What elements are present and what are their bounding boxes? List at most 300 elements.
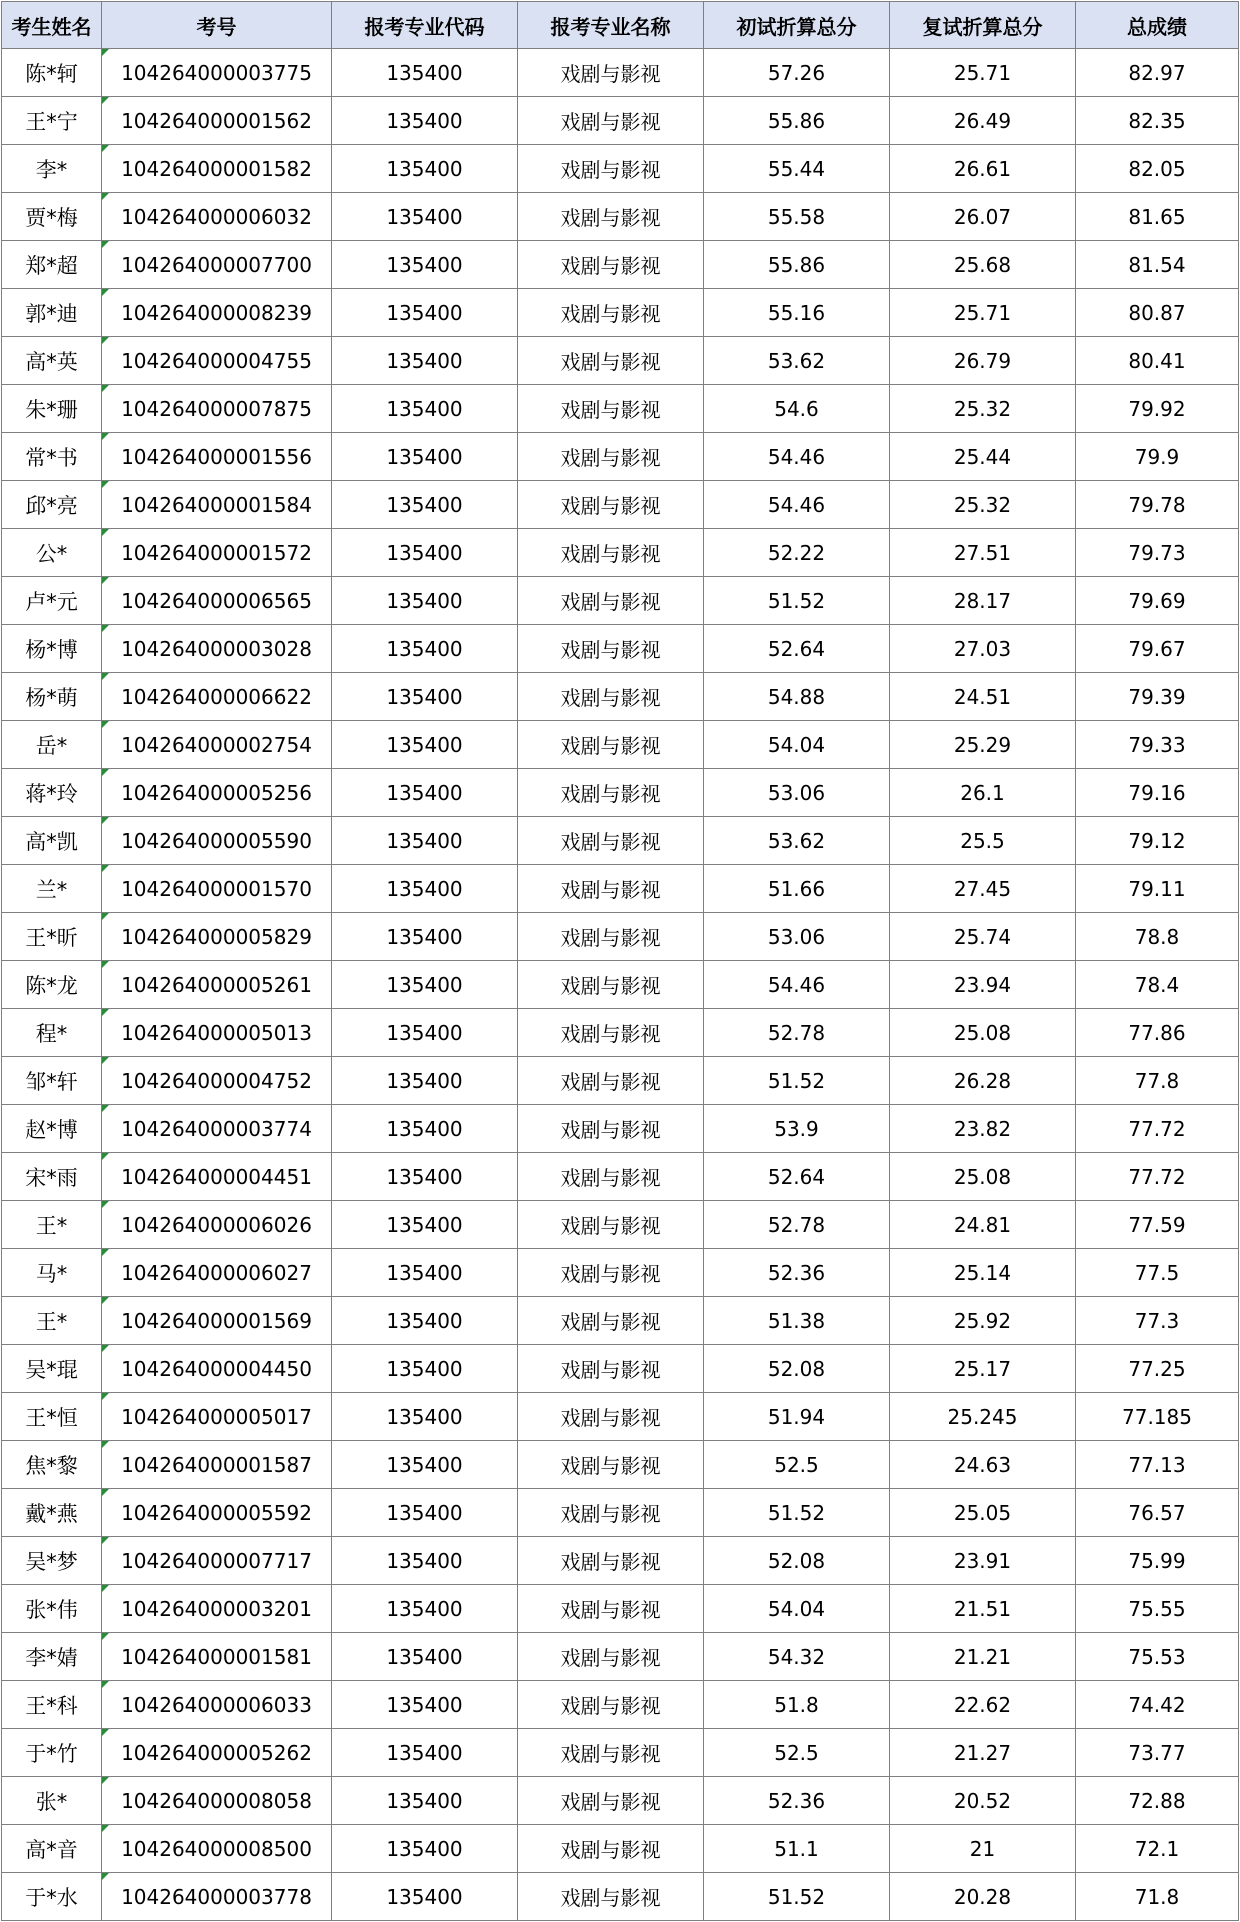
major-name-cell[interactable]: 戏剧与影视 <box>518 1585 704 1633</box>
major-code-cell[interactable]: 135400 <box>332 1297 518 1345</box>
candidate-name-cell[interactable]: 吴*梦 <box>2 1537 102 1585</box>
exam-number-cell[interactable]: 104264000005592 <box>102 1489 332 1537</box>
total-score-cell[interactable]: 77.8 <box>1076 1057 1239 1105</box>
major-name-cell[interactable]: 戏剧与影视 <box>518 1489 704 1537</box>
total-score-cell[interactable]: 73.77 <box>1076 1729 1239 1777</box>
table-row[interactable] <box>2 721 1239 769</box>
exam-number-cell[interactable]: 104264000005590 <box>102 817 332 865</box>
exam-number-cell[interactable]: 104264000008239 <box>102 289 332 337</box>
exam-number-cell[interactable]: 104264000005261 <box>102 961 332 1009</box>
major-name-cell[interactable]: 戏剧与影视 <box>518 1729 704 1777</box>
retest-score-cell[interactable]: 23.82 <box>890 1105 1076 1153</box>
table-row[interactable] <box>2 1393 1239 1441</box>
candidate-name-cell[interactable]: 高*英 <box>2 337 102 385</box>
table-row[interactable] <box>2 1681 1239 1729</box>
retest-score-cell[interactable]: 21.27 <box>890 1729 1076 1777</box>
retest-score-cell[interactable]: 25.245 <box>890 1393 1076 1441</box>
candidate-name-cell[interactable]: 于*水 <box>2 1873 102 1921</box>
major-name-cell[interactable]: 戏剧与影视 <box>518 1057 704 1105</box>
table-row[interactable] <box>2 193 1239 241</box>
total-score-cell[interactable]: 74.42 <box>1076 1681 1239 1729</box>
retest-score-cell[interactable]: 27.51 <box>890 529 1076 577</box>
major-code-cell[interactable]: 135400 <box>332 1633 518 1681</box>
major-code-cell[interactable]: 135400 <box>332 433 518 481</box>
candidate-name-cell[interactable]: 贾*梅 <box>2 193 102 241</box>
preliminary-score-cell[interactable]: 55.86 <box>704 97 890 145</box>
major-name-cell[interactable]: 戏剧与影视 <box>518 1633 704 1681</box>
preliminary-score-cell[interactable]: 54.04 <box>704 721 890 769</box>
header-preliminary-score[interactable]: 初试折算总分 <box>704 2 890 49</box>
candidate-name-cell[interactable]: 陈*龙 <box>2 961 102 1009</box>
preliminary-score-cell[interactable]: 55.16 <box>704 289 890 337</box>
major-name-cell[interactable]: 戏剧与影视 <box>518 625 704 673</box>
retest-score-cell[interactable]: 25.92 <box>890 1297 1076 1345</box>
preliminary-score-cell[interactable]: 51.8 <box>704 1681 890 1729</box>
retest-score-cell[interactable]: 25.32 <box>890 481 1076 529</box>
table-row[interactable] <box>2 1825 1239 1873</box>
preliminary-score-cell[interactable]: 52.36 <box>704 1249 890 1297</box>
preliminary-score-cell[interactable]: 52.08 <box>704 1537 890 1585</box>
retest-score-cell[interactable]: 25.08 <box>890 1009 1076 1057</box>
major-code-cell[interactable]: 135400 <box>332 1393 518 1441</box>
table-row[interactable] <box>2 1249 1239 1297</box>
table-row[interactable] <box>2 1489 1239 1537</box>
total-score-cell[interactable]: 77.3 <box>1076 1297 1239 1345</box>
table-row[interactable] <box>2 145 1239 193</box>
preliminary-score-cell[interactable]: 52.64 <box>704 625 890 673</box>
table-row[interactable] <box>2 1873 1239 1921</box>
major-code-cell[interactable]: 135400 <box>332 1057 518 1105</box>
major-code-cell[interactable]: 135400 <box>332 97 518 145</box>
total-score-cell[interactable]: 77.185 <box>1076 1393 1239 1441</box>
exam-number-cell[interactable]: 104264000005017 <box>102 1393 332 1441</box>
major-name-cell[interactable]: 戏剧与影视 <box>518 1009 704 1057</box>
total-score-cell[interactable]: 75.55 <box>1076 1585 1239 1633</box>
retest-score-cell[interactable]: 24.51 <box>890 673 1076 721</box>
exam-number-cell[interactable]: 104264000003028 <box>102 625 332 673</box>
retest-score-cell[interactable]: 26.79 <box>890 337 1076 385</box>
exam-number-cell[interactable]: 104264000001587 <box>102 1441 332 1489</box>
major-name-cell[interactable]: 戏剧与影视 <box>518 97 704 145</box>
major-name-cell[interactable]: 戏剧与影视 <box>518 241 704 289</box>
retest-score-cell[interactable]: 22.62 <box>890 1681 1076 1729</box>
exam-number-cell[interactable]: 104264000006622 <box>102 673 332 721</box>
preliminary-score-cell[interactable]: 53.62 <box>704 817 890 865</box>
preliminary-score-cell[interactable]: 54.88 <box>704 673 890 721</box>
header-total-score[interactable]: 总成绩 <box>1076 2 1239 49</box>
candidate-name-cell[interactable]: 杨*萌 <box>2 673 102 721</box>
major-name-cell[interactable]: 戏剧与影视 <box>518 193 704 241</box>
major-code-cell[interactable]: 135400 <box>332 193 518 241</box>
candidate-name-cell[interactable]: 兰* <box>2 865 102 913</box>
preliminary-score-cell[interactable]: 55.86 <box>704 241 890 289</box>
major-name-cell[interactable]: 戏剧与影视 <box>518 481 704 529</box>
exam-number-cell[interactable]: 104264000008058 <box>102 1777 332 1825</box>
header-major-name[interactable]: 报考专业名称 <box>518 2 704 49</box>
exam-number-cell[interactable]: 104264000006032 <box>102 193 332 241</box>
major-code-cell[interactable]: 135400 <box>332 1873 518 1921</box>
retest-score-cell[interactable]: 25.68 <box>890 241 1076 289</box>
major-code-cell[interactable]: 135400 <box>332 1345 518 1393</box>
table-row[interactable] <box>2 529 1239 577</box>
candidate-name-cell[interactable]: 于*竹 <box>2 1729 102 1777</box>
major-code-cell[interactable]: 135400 <box>332 289 518 337</box>
table-row[interactable] <box>2 1105 1239 1153</box>
major-code-cell[interactable]: 135400 <box>332 1249 518 1297</box>
preliminary-score-cell[interactable]: 51.1 <box>704 1825 890 1873</box>
total-score-cell[interactable]: 79.73 <box>1076 529 1239 577</box>
retest-score-cell[interactable]: 23.91 <box>890 1537 1076 1585</box>
major-code-cell[interactable]: 135400 <box>332 481 518 529</box>
retest-score-cell[interactable]: 25.32 <box>890 385 1076 433</box>
total-score-cell[interactable]: 77.5 <box>1076 1249 1239 1297</box>
exam-number-cell[interactable]: 104264000006565 <box>102 577 332 625</box>
major-code-cell[interactable]: 135400 <box>332 1585 518 1633</box>
candidate-name-cell[interactable]: 张*伟 <box>2 1585 102 1633</box>
table-row[interactable] <box>2 337 1239 385</box>
total-score-cell[interactable]: 79.69 <box>1076 577 1239 625</box>
candidate-name-cell[interactable]: 王*恒 <box>2 1393 102 1441</box>
retest-score-cell[interactable]: 23.94 <box>890 961 1076 1009</box>
total-score-cell[interactable]: 79.92 <box>1076 385 1239 433</box>
table-row[interactable] <box>2 865 1239 913</box>
major-code-cell[interactable]: 135400 <box>332 1681 518 1729</box>
major-code-cell[interactable]: 135400 <box>332 625 518 673</box>
total-score-cell[interactable]: 82.05 <box>1076 145 1239 193</box>
total-score-cell[interactable]: 79.67 <box>1076 625 1239 673</box>
total-score-cell[interactable]: 82.97 <box>1076 49 1239 97</box>
table-row[interactable] <box>2 961 1239 1009</box>
major-code-cell[interactable]: 135400 <box>332 961 518 1009</box>
major-name-cell[interactable]: 戏剧与影视 <box>518 1201 704 1249</box>
retest-score-cell[interactable]: 26.07 <box>890 193 1076 241</box>
candidate-name-cell[interactable]: 马* <box>2 1249 102 1297</box>
retest-score-cell[interactable]: 25.71 <box>890 289 1076 337</box>
table-row[interactable] <box>2 1345 1239 1393</box>
major-name-cell[interactable]: 戏剧与影视 <box>518 337 704 385</box>
preliminary-score-cell[interactable]: 51.52 <box>704 1489 890 1537</box>
retest-score-cell[interactable]: 25.71 <box>890 49 1076 97</box>
retest-score-cell[interactable]: 25.74 <box>890 913 1076 961</box>
retest-score-cell[interactable]: 27.45 <box>890 865 1076 913</box>
major-name-cell[interactable]: 戏剧与影视 <box>518 1345 704 1393</box>
total-score-cell[interactable]: 79.9 <box>1076 433 1239 481</box>
candidate-name-cell[interactable]: 邹*轩 <box>2 1057 102 1105</box>
major-code-cell[interactable]: 135400 <box>332 673 518 721</box>
table-row[interactable] <box>2 1201 1239 1249</box>
major-code-cell[interactable]: 135400 <box>332 865 518 913</box>
major-name-cell[interactable]: 戏剧与影视 <box>518 865 704 913</box>
exam-number-cell[interactable]: 104264000001584 <box>102 481 332 529</box>
major-code-cell[interactable]: 135400 <box>332 913 518 961</box>
exam-number-cell[interactable]: 104264000003201 <box>102 1585 332 1633</box>
candidate-name-cell[interactable]: 陈*轲 <box>2 49 102 97</box>
retest-score-cell[interactable]: 25.08 <box>890 1153 1076 1201</box>
exam-number-cell[interactable]: 104264000001569 <box>102 1297 332 1345</box>
table-row[interactable] <box>2 433 1239 481</box>
total-score-cell[interactable]: 77.72 <box>1076 1105 1239 1153</box>
candidate-name-cell[interactable]: 朱*珊 <box>2 385 102 433</box>
table-row[interactable] <box>2 1297 1239 1345</box>
major-name-cell[interactable]: 戏剧与影视 <box>518 961 704 1009</box>
retest-score-cell[interactable]: 21.51 <box>890 1585 1076 1633</box>
total-score-cell[interactable]: 72.1 <box>1076 1825 1239 1873</box>
header-major-code[interactable]: 报考专业代码 <box>332 2 518 49</box>
retest-score-cell[interactable]: 24.63 <box>890 1441 1076 1489</box>
candidate-name-cell[interactable]: 公* <box>2 529 102 577</box>
table-row[interactable] <box>2 769 1239 817</box>
preliminary-score-cell[interactable]: 54.6 <box>704 385 890 433</box>
major-name-cell[interactable]: 戏剧与影视 <box>518 145 704 193</box>
retest-score-cell[interactable]: 25.17 <box>890 1345 1076 1393</box>
exam-number-cell[interactable]: 104264000004451 <box>102 1153 332 1201</box>
table-row[interactable] <box>2 1153 1239 1201</box>
major-code-cell[interactable]: 135400 <box>332 1825 518 1873</box>
total-score-cell[interactable]: 80.87 <box>1076 289 1239 337</box>
major-name-cell[interactable]: 戏剧与影视 <box>518 1105 704 1153</box>
total-score-cell[interactable]: 75.99 <box>1076 1537 1239 1585</box>
total-score-cell[interactable]: 77.59 <box>1076 1201 1239 1249</box>
preliminary-score-cell[interactable]: 51.52 <box>704 577 890 625</box>
retest-score-cell[interactable]: 27.03 <box>890 625 1076 673</box>
major-name-cell[interactable]: 戏剧与影视 <box>518 577 704 625</box>
candidate-name-cell[interactable]: 郭*迪 <box>2 289 102 337</box>
total-score-cell[interactable]: 71.8 <box>1076 1873 1239 1921</box>
candidate-name-cell[interactable]: 蒋*玲 <box>2 769 102 817</box>
major-name-cell[interactable]: 戏剧与影视 <box>518 49 704 97</box>
major-code-cell[interactable]: 135400 <box>332 1489 518 1537</box>
retest-score-cell[interactable]: 26.49 <box>890 97 1076 145</box>
total-score-cell[interactable]: 79.16 <box>1076 769 1239 817</box>
retest-score-cell[interactable]: 20.52 <box>890 1777 1076 1825</box>
total-score-cell[interactable]: 78.8 <box>1076 913 1239 961</box>
preliminary-score-cell[interactable]: 52.64 <box>704 1153 890 1201</box>
candidate-name-cell[interactable]: 邱*亮 <box>2 481 102 529</box>
major-name-cell[interactable]: 戏剧与影视 <box>518 817 704 865</box>
retest-score-cell[interactable]: 28.17 <box>890 577 1076 625</box>
exam-number-cell[interactable]: 104264000001582 <box>102 145 332 193</box>
candidate-name-cell[interactable]: 王* <box>2 1201 102 1249</box>
total-score-cell[interactable]: 77.72 <box>1076 1153 1239 1201</box>
total-score-cell[interactable]: 72.88 <box>1076 1777 1239 1825</box>
candidate-name-cell[interactable]: 宋*雨 <box>2 1153 102 1201</box>
preliminary-score-cell[interactable]: 52.5 <box>704 1729 890 1777</box>
major-code-cell[interactable]: 135400 <box>332 769 518 817</box>
exam-number-cell[interactable]: 104264000001556 <box>102 433 332 481</box>
preliminary-score-cell[interactable]: 54.46 <box>704 433 890 481</box>
major-name-cell[interactable]: 戏剧与影视 <box>518 721 704 769</box>
major-name-cell[interactable]: 戏剧与影视 <box>518 1249 704 1297</box>
major-code-cell[interactable]: 135400 <box>332 529 518 577</box>
major-code-cell[interactable]: 135400 <box>332 721 518 769</box>
total-score-cell[interactable]: 77.86 <box>1076 1009 1239 1057</box>
major-code-cell[interactable]: 135400 <box>332 1105 518 1153</box>
major-name-cell[interactable]: 戏剧与影视 <box>518 385 704 433</box>
major-name-cell[interactable]: 戏剧与影视 <box>518 1297 704 1345</box>
header-exam-number[interactable]: 考号 <box>102 2 332 49</box>
retest-score-cell[interactable]: 25.5 <box>890 817 1076 865</box>
table-row[interactable] <box>2 625 1239 673</box>
candidate-name-cell[interactable]: 赵*博 <box>2 1105 102 1153</box>
major-name-cell[interactable]: 戏剧与影视 <box>518 1441 704 1489</box>
major-code-cell[interactable]: 135400 <box>332 145 518 193</box>
table-row[interactable] <box>2 241 1239 289</box>
candidate-name-cell[interactable]: 卢*元 <box>2 577 102 625</box>
candidate-name-cell[interactable]: 张* <box>2 1777 102 1825</box>
exam-number-cell[interactable]: 104264000003775 <box>102 49 332 97</box>
table-row[interactable] <box>2 1009 1239 1057</box>
preliminary-score-cell[interactable]: 55.44 <box>704 145 890 193</box>
total-score-cell[interactable]: 75.53 <box>1076 1633 1239 1681</box>
preliminary-score-cell[interactable]: 54.46 <box>704 961 890 1009</box>
table-row[interactable] <box>2 1777 1239 1825</box>
total-score-cell[interactable]: 79.78 <box>1076 481 1239 529</box>
candidate-name-cell[interactable]: 高*音 <box>2 1825 102 1873</box>
table-row[interactable] <box>2 577 1239 625</box>
exam-number-cell[interactable]: 104264000008500 <box>102 1825 332 1873</box>
preliminary-score-cell[interactable]: 53.06 <box>704 913 890 961</box>
major-name-cell[interactable]: 戏剧与影视 <box>518 1825 704 1873</box>
header-candidate-name[interactable]: 考生姓名 <box>2 2 102 49</box>
preliminary-score-cell[interactable]: 55.58 <box>704 193 890 241</box>
candidate-name-cell[interactable]: 戴*燕 <box>2 1489 102 1537</box>
preliminary-score-cell[interactable]: 57.26 <box>704 49 890 97</box>
table-row[interactable] <box>2 1537 1239 1585</box>
preliminary-score-cell[interactable]: 52.08 <box>704 1345 890 1393</box>
major-name-cell[interactable]: 戏剧与影视 <box>518 289 704 337</box>
exam-number-cell[interactable]: 104264000002754 <box>102 721 332 769</box>
major-name-cell[interactable]: 戏剧与影视 <box>518 673 704 721</box>
retest-score-cell[interactable]: 25.29 <box>890 721 1076 769</box>
retest-score-cell[interactable]: 24.81 <box>890 1201 1076 1249</box>
major-name-cell[interactable]: 戏剧与影视 <box>518 529 704 577</box>
candidate-name-cell[interactable]: 高*凯 <box>2 817 102 865</box>
candidate-name-cell[interactable]: 常*书 <box>2 433 102 481</box>
major-code-cell[interactable]: 135400 <box>332 1201 518 1249</box>
major-code-cell[interactable]: 135400 <box>332 1777 518 1825</box>
major-code-cell[interactable]: 135400 <box>332 1009 518 1057</box>
exam-number-cell[interactable]: 104264000003778 <box>102 1873 332 1921</box>
table-row[interactable] <box>2 1057 1239 1105</box>
table-row[interactable] <box>2 1729 1239 1777</box>
exam-number-cell[interactable]: 104264000001570 <box>102 865 332 913</box>
candidate-name-cell[interactable]: 吴*琨 <box>2 1345 102 1393</box>
total-score-cell[interactable]: 77.25 <box>1076 1345 1239 1393</box>
total-score-cell[interactable]: 81.65 <box>1076 193 1239 241</box>
preliminary-score-cell[interactable]: 52.22 <box>704 529 890 577</box>
exam-number-cell[interactable]: 104264000007717 <box>102 1537 332 1585</box>
retest-score-cell[interactable]: 25.05 <box>890 1489 1076 1537</box>
table-row[interactable] <box>2 481 1239 529</box>
exam-number-cell[interactable]: 104264000006026 <box>102 1201 332 1249</box>
preliminary-score-cell[interactable]: 52.78 <box>704 1009 890 1057</box>
preliminary-score-cell[interactable]: 54.04 <box>704 1585 890 1633</box>
total-score-cell[interactable]: 79.39 <box>1076 673 1239 721</box>
preliminary-score-cell[interactable]: 53.06 <box>704 769 890 817</box>
table-row[interactable] <box>2 97 1239 145</box>
exam-number-cell[interactable]: 104264000007875 <box>102 385 332 433</box>
retest-score-cell[interactable]: 20.28 <box>890 1873 1076 1921</box>
retest-score-cell[interactable]: 25.14 <box>890 1249 1076 1297</box>
exam-number-cell[interactable]: 104264000004755 <box>102 337 332 385</box>
candidate-name-cell[interactable]: 岳* <box>2 721 102 769</box>
major-code-cell[interactable]: 135400 <box>332 337 518 385</box>
major-name-cell[interactable]: 戏剧与影视 <box>518 1153 704 1201</box>
total-score-cell[interactable]: 76.57 <box>1076 1489 1239 1537</box>
table-row[interactable] <box>2 385 1239 433</box>
preliminary-score-cell[interactable]: 53.62 <box>704 337 890 385</box>
candidate-name-cell[interactable]: 王* <box>2 1297 102 1345</box>
preliminary-score-cell[interactable]: 53.9 <box>704 1105 890 1153</box>
candidate-name-cell[interactable]: 李*婧 <box>2 1633 102 1681</box>
major-name-cell[interactable]: 戏剧与影视 <box>518 1681 704 1729</box>
table-row[interactable] <box>2 1585 1239 1633</box>
preliminary-score-cell[interactable]: 54.46 <box>704 481 890 529</box>
exam-number-cell[interactable]: 104264000007700 <box>102 241 332 289</box>
exam-number-cell[interactable]: 104264000005262 <box>102 1729 332 1777</box>
exam-number-cell[interactable]: 104264000001562 <box>102 97 332 145</box>
header-retest-score[interactable]: 复试折算总分 <box>890 2 1076 49</box>
exam-number-cell[interactable]: 104264000001572 <box>102 529 332 577</box>
candidate-name-cell[interactable]: 王*昕 <box>2 913 102 961</box>
total-score-cell[interactable]: 79.33 <box>1076 721 1239 769</box>
major-code-cell[interactable]: 135400 <box>332 385 518 433</box>
candidate-name-cell[interactable]: 杨*博 <box>2 625 102 673</box>
exam-number-cell[interactable]: 104264000004752 <box>102 1057 332 1105</box>
exam-number-cell[interactable]: 104264000001581 <box>102 1633 332 1681</box>
major-name-cell[interactable]: 戏剧与影视 <box>518 1873 704 1921</box>
total-score-cell[interactable]: 80.41 <box>1076 337 1239 385</box>
exam-number-cell[interactable]: 104264000003774 <box>102 1105 332 1153</box>
major-name-cell[interactable]: 戏剧与影视 <box>518 433 704 481</box>
candidate-name-cell[interactable]: 李* <box>2 145 102 193</box>
major-name-cell[interactable]: 戏剧与影视 <box>518 913 704 961</box>
total-score-cell[interactable]: 79.12 <box>1076 817 1239 865</box>
major-name-cell[interactable]: 戏剧与影视 <box>518 1777 704 1825</box>
table-row[interactable] <box>2 49 1239 97</box>
total-score-cell[interactable]: 77.13 <box>1076 1441 1239 1489</box>
candidate-name-cell[interactable]: 郑*超 <box>2 241 102 289</box>
total-score-cell[interactable]: 78.4 <box>1076 961 1239 1009</box>
total-score-cell[interactable]: 79.11 <box>1076 865 1239 913</box>
table-row[interactable] <box>2 289 1239 337</box>
total-score-cell[interactable]: 82.35 <box>1076 97 1239 145</box>
retest-score-cell[interactable]: 25.44 <box>890 433 1076 481</box>
retest-score-cell[interactable]: 26.28 <box>890 1057 1076 1105</box>
major-code-cell[interactable]: 135400 <box>332 1153 518 1201</box>
preliminary-score-cell[interactable]: 51.66 <box>704 865 890 913</box>
table-row[interactable] <box>2 817 1239 865</box>
total-score-cell[interactable]: 81.54 <box>1076 241 1239 289</box>
exam-number-cell[interactable]: 104264000005829 <box>102 913 332 961</box>
major-name-cell[interactable]: 戏剧与影视 <box>518 1393 704 1441</box>
retest-score-cell[interactable]: 26.61 <box>890 145 1076 193</box>
retest-score-cell[interactable]: 21.21 <box>890 1633 1076 1681</box>
table-row[interactable] <box>2 913 1239 961</box>
preliminary-score-cell[interactable]: 51.52 <box>704 1057 890 1105</box>
preliminary-score-cell[interactable]: 54.32 <box>704 1633 890 1681</box>
preliminary-score-cell[interactable]: 51.38 <box>704 1297 890 1345</box>
preliminary-score-cell[interactable]: 52.78 <box>704 1201 890 1249</box>
preliminary-score-cell[interactable]: 51.94 <box>704 1393 890 1441</box>
major-code-cell[interactable]: 135400 <box>332 49 518 97</box>
table-row[interactable] <box>2 673 1239 721</box>
exam-number-cell[interactable]: 104264000005256 <box>102 769 332 817</box>
table-row[interactable] <box>2 1441 1239 1489</box>
exam-number-cell[interactable]: 104264000006033 <box>102 1681 332 1729</box>
retest-score-cell[interactable]: 26.1 <box>890 769 1076 817</box>
major-code-cell[interactable]: 135400 <box>332 1441 518 1489</box>
